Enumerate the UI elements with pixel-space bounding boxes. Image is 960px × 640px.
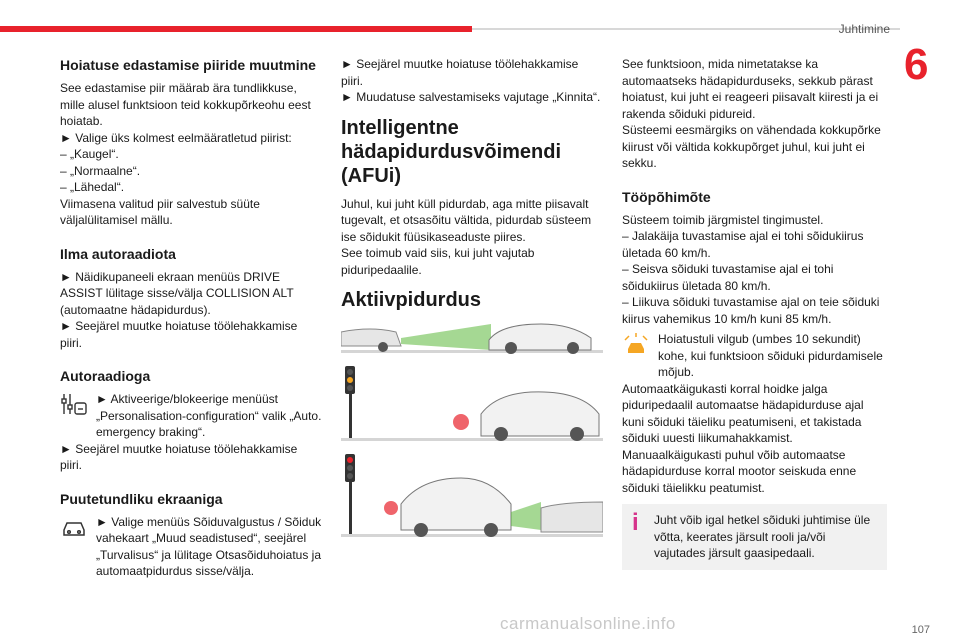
paragraph: Süsteem toimib järgmistel tingimustel. – Jalakäija tuvastamise ajal ei tohi sõidukiirus ületada 60 km/h. – Seisva sõiduki tuvastamise ajal ei tohi sõidukiirus ületada 80 km/h. – Liikuva sõiduki tuvastamise ajal on teie sõiduki kiirus vahemikus 10 km/h kuni 85 km/h. bbox=[622, 212, 880, 326]
info-box: i Juht võib igal hetkel sõiduki juhtimise üle võtta, keerates järsult rooli ja/või vajutades järsult gaasipedaali. bbox=[622, 504, 887, 570]
heading-threshold: Hoiatuse edastamise piiride muutmine bbox=[60, 57, 316, 73]
header-accent-bar bbox=[0, 26, 472, 32]
watermark: carmanualsonline.info bbox=[500, 614, 676, 633]
column-2 bbox=[341, 56, 603, 548]
header-rule bbox=[472, 28, 900, 30]
chapter-number: 6 bbox=[904, 40, 929, 89]
info-icon: i bbox=[632, 509, 639, 536]
paragraph: ► Seejärel muutke hoiatuse töölehakkamise piiri. ► Muudatuse salvestamiseks vajutage „Kinnita“. bbox=[341, 57, 601, 104]
illustration-pedestrian-detection bbox=[341, 364, 603, 444]
touch-instruction: ► Valige menüüs Sõiduvalgustus / Sõiduk vahekaart „Muud seadistused“, seejärel „Turvalisus“ ja lülitage Otsasõiduhoiatus ja automaatpidurdus sisse/välja. bbox=[60, 514, 322, 580]
heading-active-braking: Aktiivpidurdus bbox=[341, 289, 482, 311]
heading-no-radio: Ilma autoraadiota bbox=[60, 245, 176, 262]
heading-with-radio: Autoraadioga bbox=[60, 368, 151, 384]
collision-warning-icon bbox=[622, 331, 650, 357]
car-icon bbox=[60, 514, 88, 540]
illustration-emergency-braking bbox=[341, 452, 603, 540]
section-title: Juhtimine bbox=[838, 22, 890, 36]
column-1: Hoiatuse edastamise piiride muutmine See edastamise piir määrab ära tundlikkuse, mille alusel funktsioon teid kokkupõrkeohu eest hoiatab. ► Valige üks kolmest eelmääratletud piirist: – „Kaugel“. – „Normaalne“. – „Lähedal“. Viimasena valitud piir salvestub süüte väljalülitamisel mällu. Ilma autoraadiota ► Näidikupaneeli ekraan menüüs DRIVE ASSIST lülitage sisse/välja COLLISION ALT (automaatne hädapidurdus). ► Seejärel muutke hoiatuse töölehakkamise piiri. Autoraadioga ► Aktiveerige/blokeerige menüüst „Personalisation-configuration“ valik „Auto. emergency braking“. ► Seejärel muutke hoiatuse töölehakkamise piiri. Puutetundliku ekraaniga ► Valige menüüs Sõiduvalgustus / Sõiduk vahekaart „Muud seadistused“, seejärel „Turvalisus“ ja lülitage Otsasõiduhoiatus ja automaatpidurdus sisse/välja. bbox=[60, 57, 322, 578]
paragraph: See edastamise piir määrab ära tundlikkuse, mille alusel funktsioon teid kokkupõrkeohu eest hoiatab. ► Valige üks kolmest eelmääratletud piirist: – „Kaugel“. – „Normaalne“. – „Lähedal“. Viimasena valitud piir salvestub süüte väljalülitamisel mällu. bbox=[60, 81, 311, 227]
settings-sliders-icon bbox=[60, 391, 88, 417]
warning-note: Hoiatustuli vilgub (umbes 10 sekundit) kohe, kui funktsioon sõiduki pidurdamisele mõjub. bbox=[622, 331, 887, 381]
paragraph: Automaatkäigukasti korral hoidke jalga piduripedaalil automaatse hädapidurduse ajal kuni sõiduki täieliku peatumiseni, et takistada sõiduki uuesti liikumahakkamist. Manuaalkäigukasti puhul võib automaatse hädapidurduse korral mootor seiskuda enne sõiduki täielikku peatumist. bbox=[622, 381, 864, 495]
radio-instruction: ► Aktiveerige/blokeerige menüüst „Personalisation-configuration“ valik „Auto. emergency braking“. bbox=[60, 391, 322, 441]
paragraph: ► Näidikupaneeli ekraan menüüs DRIVE ASSIST lülitage sisse/välja COLLISION ALT (automaatne hädapidurdus). ► Seejärel muutke hoiatuse töölehakkamise piiri. bbox=[60, 269, 298, 350]
paragraph: Juhul, kui juht küll pidurdab, aga mitte piisavalt tugevalt, et otsasõitu vältida, pidurdab süsteem ise sõidukit füüsikaseaduste piires. See toimub vaid siis, kui juht vajutab piduripedaalile. bbox=[341, 196, 592, 277]
heading-principle: Tööpõhimõte bbox=[622, 188, 711, 205]
heading-touchscreen: Puutetundliku ekraaniga bbox=[60, 490, 223, 507]
column-3 bbox=[622, 56, 887, 570]
paragraph: See funktsioon, mida nimetatakse ka automaatseks hädapidurduseks, sekkub pärast hoiatust, kui juht ei reageeri piisavalt kiiresti ja ei rakenda sõiduki pidureid. Süsteemi eesmärgiks on vähendada kokkupõrke kiirust või vältida kokkupõrget juhul, kui juht ei sekku. bbox=[622, 57, 881, 170]
heading-afui: Intelligentne hädapidurdusvõimendi (AFUi) bbox=[341, 116, 562, 187]
illustration-vehicle-detection bbox=[341, 320, 603, 356]
page-number: 107 bbox=[911, 624, 930, 636]
